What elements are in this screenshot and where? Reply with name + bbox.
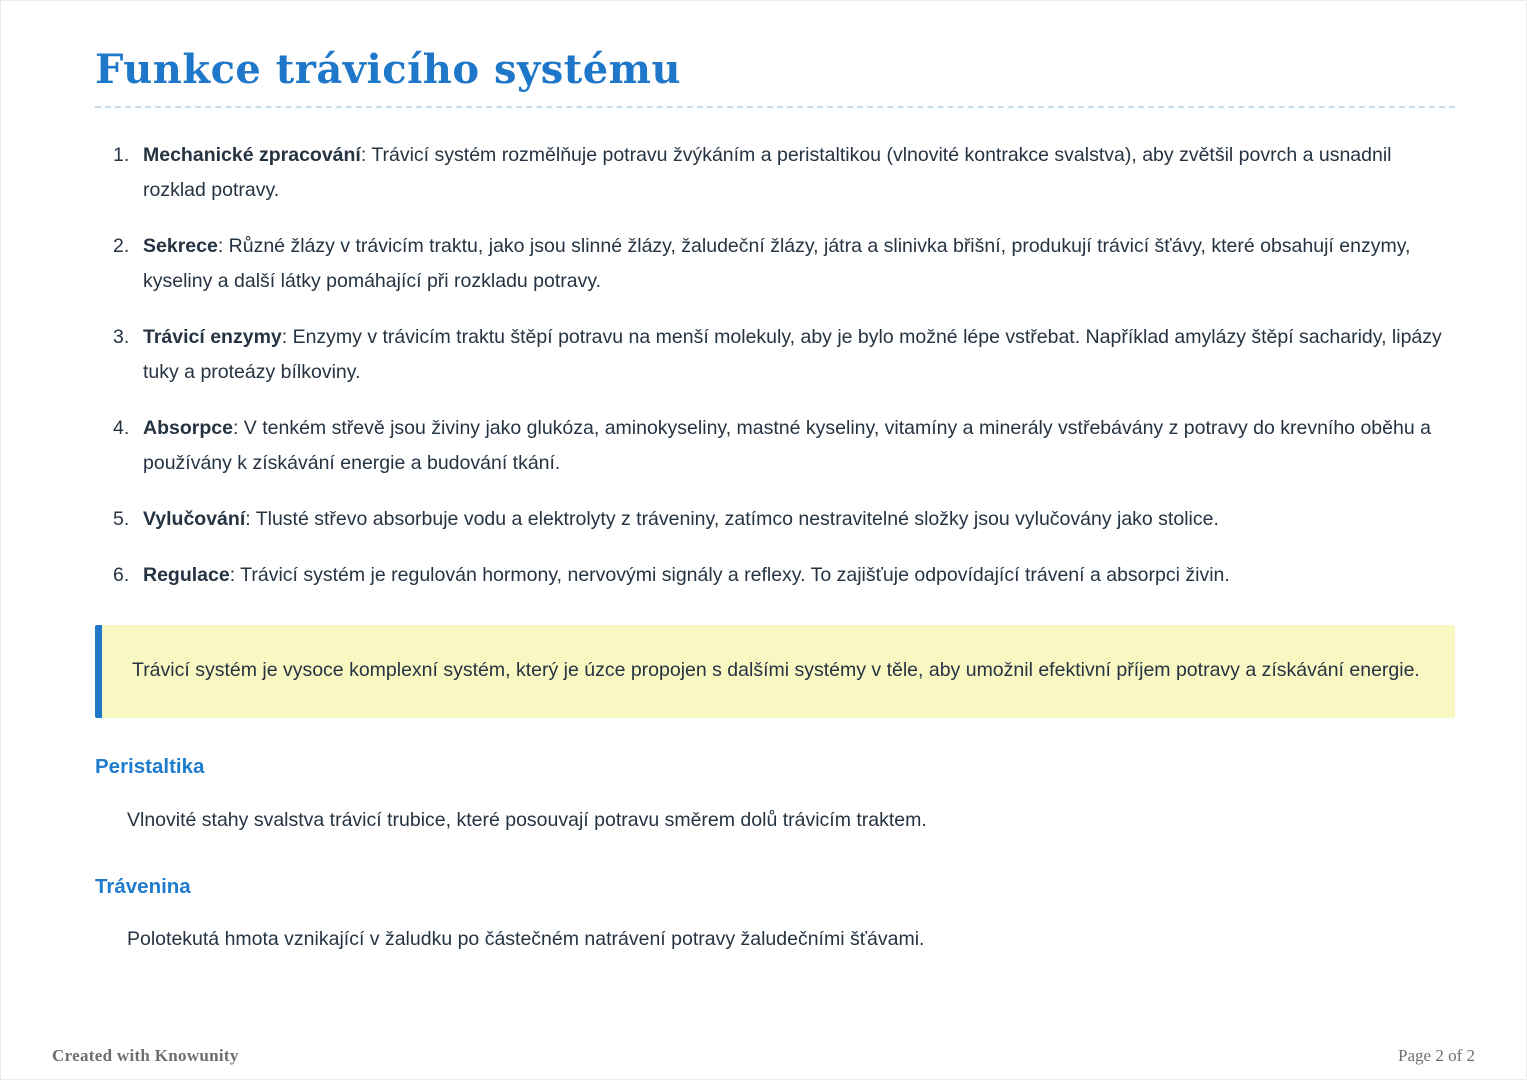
list-item-text — [143, 229, 1455, 299]
list-item-body: : Enzymy v trávicím traktu štěpí potravu na menší molekuly, aby je bylo možné lépe vstřebat. Například amylázy štěpí sacharidy, lipázy tuky a proteázy bílkoviny. — [143, 326, 1442, 383]
list-item — [95, 229, 1455, 299]
list-item-number: 6. — [113, 564, 130, 586]
list-item-number: 4. — [113, 417, 130, 439]
section-peristaltika — [95, 754, 1455, 838]
footer-page-number: Page 2 of 2 — [1398, 1046, 1475, 1065]
list-item-number: 5. — [113, 508, 130, 530]
footer-created-with: Created with Knowunity — [52, 1046, 239, 1065]
functions-list — [95, 138, 1455, 593]
highlight-callout-box — [95, 625, 1455, 718]
section-body: Polotekutá hmota vznikající v žaludku po částečném natrávení potravy žaludečními šťávami. — [127, 928, 925, 951]
list-item-body: : Tlusté střevo absorbuje vodu a elektrolyty z tráveniny, zatímco nestravitelné složky jsou vylučovány jako stolice. — [245, 508, 1219, 530]
list-item-text — [143, 411, 1455, 481]
list-item-text — [143, 138, 1455, 208]
list-item-text — [143, 558, 1455, 593]
section-travenina — [95, 874, 1455, 958]
list-item — [95, 138, 1455, 208]
list-item — [95, 502, 1455, 537]
section-heading: Trávenina — [95, 874, 191, 898]
list-item-body: : Různé žlázy v trávicím traktu, jako jsou slinné žlázy, žaludeční žlázy, játra a slinivka břišní, produkují trávicí šťávy, které obsahují enzymy, kyseliny a další látky pomáhající při rozkladu potravy. — [143, 235, 1411, 292]
page-footer — [0, 1046, 1527, 1066]
list-item-term: Regulace — [143, 564, 230, 586]
callout-text: Trávicí systém je vysoce komplexní systém, který je úzce propojen s dalšími systémy v těle, aby umožnil efektivní příjem potravy a získávání energie. — [132, 659, 1420, 681]
list-item-number: 3. — [113, 326, 130, 348]
list-item-text — [143, 502, 1455, 537]
document-content — [95, 0, 1455, 957]
list-item-number: 2. — [113, 235, 130, 257]
list-item-body: : V tenkém střevě jsou živiny jako glukóza, aminokyseliny, mastné kyseliny, vitamíny a minerály vstřebávány z potravy do krevního oběhu a používány k získávání energie a budování tkání. — [143, 417, 1431, 474]
list-item-term: Sekrece — [143, 235, 218, 257]
list-item-number: 1. — [113, 144, 130, 166]
list-item-term: Mechanické zpracování — [143, 144, 361, 166]
list-item — [95, 558, 1455, 593]
list-item — [95, 411, 1455, 481]
list-item-body: : Trávicí systém rozmělňuje potravu žvýkáním a peristaltikou (vlnovité kontrakce svalstva), aby zvětšil povrch a usnadnil rozklad potravy. — [143, 144, 1392, 201]
list-item-body: : Trávicí systém je regulován hormony, nervovými signály a reflexy. To zajišťuje odpovídající trávení a absorpci živin. — [229, 564, 1230, 586]
list-item-term: Trávicí enzymy — [143, 326, 282, 348]
list-item-text — [143, 320, 1455, 390]
list-item — [95, 320, 1455, 390]
page-title: Funkce trávicího systému — [95, 48, 1455, 108]
section-body: Vlnovité stahy svalstva trávicí trubice, které posouvají potravu směrem dolů trávicím traktem. — [127, 808, 927, 831]
section-heading: Peristaltika — [95, 755, 205, 778]
list-item-term: Vylučování — [143, 508, 246, 530]
list-item-term: Absorpce — [143, 417, 233, 439]
